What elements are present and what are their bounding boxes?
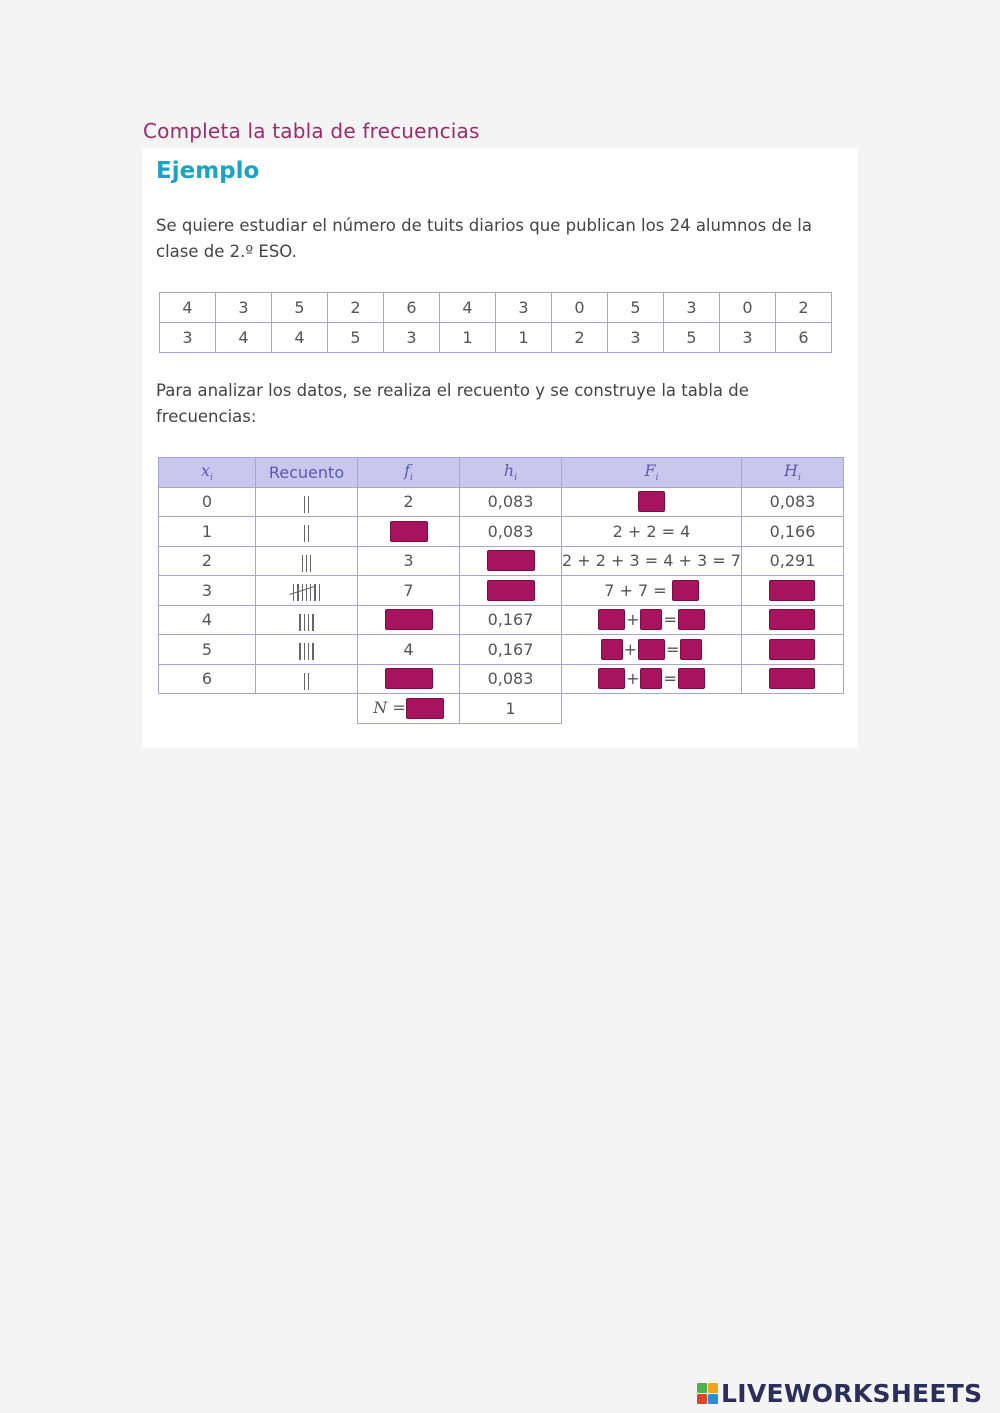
cell-xi: 3 bbox=[159, 576, 256, 606]
tally-stroke bbox=[312, 643, 313, 660]
answer-blank[interactable] bbox=[487, 550, 535, 571]
data-cell: 3 bbox=[496, 293, 552, 323]
cell-n-total bbox=[358, 694, 460, 724]
answer-blank[interactable] bbox=[385, 668, 433, 689]
data-cell: 4 bbox=[440, 293, 496, 323]
logo-text: LIVEWORKSHEETS bbox=[721, 1378, 983, 1408]
cell-Hi: 0,166 bbox=[741, 517, 843, 547]
answer-blank[interactable] bbox=[598, 609, 625, 630]
empty-cell bbox=[562, 694, 742, 724]
tally-stroke bbox=[304, 496, 305, 513]
cell-Hi bbox=[741, 664, 843, 694]
cell-xi: 4 bbox=[159, 605, 256, 635]
tally-stroke bbox=[308, 496, 309, 513]
tally-stroke bbox=[304, 525, 305, 542]
data-cell: 1 bbox=[496, 323, 552, 353]
cell-hi: 0,083 bbox=[460, 487, 562, 517]
tally-marks bbox=[298, 612, 315, 630]
logo-icon bbox=[697, 1383, 718, 1404]
answer-blank[interactable] bbox=[680, 639, 702, 660]
answer-blank[interactable] bbox=[769, 580, 815, 601]
tally-marks bbox=[298, 641, 315, 659]
tally-stroke bbox=[299, 614, 300, 631]
data-cell: 3 bbox=[664, 293, 720, 323]
data-cell: 5 bbox=[328, 323, 384, 353]
tally-marks bbox=[302, 671, 311, 689]
cell-Fi: 2 + 2 = 4 bbox=[562, 517, 742, 547]
answer-blank[interactable] bbox=[638, 491, 665, 512]
answer-blank[interactable] bbox=[406, 698, 444, 719]
frequency-table bbox=[158, 457, 844, 724]
tally-stroke bbox=[302, 584, 303, 601]
empty-cell bbox=[159, 694, 256, 724]
cell-hi bbox=[460, 546, 562, 576]
answer-blank[interactable] bbox=[385, 609, 433, 630]
header-xi: $x_i$ bbox=[159, 458, 256, 488]
cell-fi: 3 bbox=[358, 546, 460, 576]
analysis-paragraph: Para analizar los datos, se realiza el recuento y se construye la tabla de frecuencias: bbox=[156, 381, 749, 426]
table-row bbox=[159, 576, 844, 606]
answer-blank[interactable] bbox=[769, 639, 815, 660]
equals-sign: = bbox=[663, 610, 677, 630]
data-cell: 4 bbox=[272, 323, 328, 353]
cell-fi bbox=[358, 517, 460, 547]
tally-marks bbox=[302, 494, 311, 512]
data-cell: 4 bbox=[216, 323, 272, 353]
tally-stroke bbox=[304, 673, 305, 690]
totals-row bbox=[159, 694, 844, 724]
tally-stroke bbox=[299, 643, 300, 660]
cell-xi: 1 bbox=[159, 517, 256, 547]
plus-sign: + bbox=[626, 669, 640, 689]
data-cell: 2 bbox=[776, 293, 832, 323]
cell-fi bbox=[358, 605, 460, 635]
tally-stroke bbox=[306, 555, 307, 572]
cell-Fi bbox=[562, 664, 742, 694]
cell-fi: 7 bbox=[358, 576, 460, 606]
tally-stroke bbox=[319, 584, 320, 601]
header-Hi: $H_i$ bbox=[741, 458, 843, 488]
data-cell: 3 bbox=[216, 293, 272, 323]
cell-xi: 6 bbox=[159, 664, 256, 694]
cell-tally bbox=[256, 576, 358, 606]
cell-xi: 2 bbox=[159, 546, 256, 576]
equals-sign: = bbox=[663, 669, 677, 689]
cell-tally bbox=[256, 546, 358, 576]
tally-stroke bbox=[308, 643, 309, 660]
cell-Hi: 0,083 bbox=[741, 487, 843, 517]
data-cell: 3 bbox=[720, 323, 776, 353]
raw-data-table bbox=[159, 292, 832, 353]
data-cell: 4 bbox=[160, 293, 216, 323]
data-cell: 5 bbox=[272, 293, 328, 323]
cell-fi bbox=[358, 664, 460, 694]
table-row bbox=[159, 487, 844, 517]
answer-blank[interactable] bbox=[640, 609, 662, 630]
equals-sign: = bbox=[665, 639, 680, 659]
cell-Hi bbox=[741, 635, 843, 665]
cell-hi: 0,083 bbox=[460, 517, 562, 547]
plus-sign: + bbox=[626, 610, 640, 630]
worksheet-title: Completa la tabla de frecuencias bbox=[143, 119, 480, 143]
example-card bbox=[142, 148, 858, 748]
tally-stroke bbox=[308, 614, 309, 631]
data-cell: 1 bbox=[440, 323, 496, 353]
cell-hi bbox=[460, 576, 562, 606]
cell-tally bbox=[256, 605, 358, 635]
header-fi: $f_i$ bbox=[358, 458, 460, 488]
liveworksheets-logo bbox=[697, 1378, 982, 1408]
header-Fi: $F_i$ bbox=[562, 458, 742, 488]
formula-text: 7 + 7 = bbox=[604, 580, 667, 600]
cell-fi: 2 bbox=[358, 487, 460, 517]
answer-blank[interactable] bbox=[672, 580, 699, 601]
answer-blank[interactable] bbox=[601, 639, 623, 660]
cell-xi: 0 bbox=[159, 487, 256, 517]
data-cell: 0 bbox=[720, 293, 776, 323]
cell-Fi bbox=[562, 487, 742, 517]
table-row bbox=[159, 664, 844, 694]
data-cell: 2 bbox=[552, 323, 608, 353]
frequency-header-row bbox=[159, 458, 844, 488]
cell-h-total: 1 bbox=[460, 694, 562, 724]
example-heading: Ejemplo bbox=[156, 158, 260, 184]
cell-Fi: 2 + 2 + 3 = 4 + 3 = 7 bbox=[562, 546, 742, 576]
answer-blank[interactable] bbox=[769, 609, 815, 630]
data-cell: 3 bbox=[384, 323, 440, 353]
plus-sign: + bbox=[623, 639, 637, 659]
cell-tally bbox=[256, 487, 358, 517]
cell-Hi: 0,291 bbox=[741, 546, 843, 576]
cell-hi: 0,083 bbox=[460, 664, 562, 694]
answer-blank[interactable] bbox=[598, 668, 625, 689]
tally-stroke bbox=[304, 643, 305, 660]
cell-Fi bbox=[562, 635, 742, 665]
tally-stroke bbox=[306, 584, 307, 601]
answer-blank[interactable] bbox=[678, 609, 705, 630]
cell-tally bbox=[256, 635, 358, 665]
tally-stroke bbox=[302, 555, 303, 572]
data-cell: 2 bbox=[328, 293, 384, 323]
tally-stroke bbox=[308, 673, 309, 690]
data-cell: 6 bbox=[384, 293, 440, 323]
data-cell: 5 bbox=[608, 293, 664, 323]
answer-blank[interactable] bbox=[640, 668, 662, 689]
tally-stroke bbox=[304, 614, 305, 631]
data-cell: 3 bbox=[608, 323, 664, 353]
table-row bbox=[159, 546, 844, 576]
n-label: N = bbox=[373, 697, 406, 717]
data-cell: 0 bbox=[552, 293, 608, 323]
empty-cell bbox=[256, 694, 358, 724]
answer-blank[interactable] bbox=[678, 668, 705, 689]
cell-fi: 4 bbox=[358, 635, 460, 665]
data-row bbox=[160, 293, 832, 323]
cell-Fi bbox=[562, 605, 742, 635]
table-row bbox=[159, 635, 844, 665]
tally-stroke bbox=[310, 555, 311, 572]
tally-marks bbox=[302, 523, 311, 541]
table-row bbox=[159, 605, 844, 635]
answer-blank[interactable] bbox=[769, 668, 815, 689]
tally-stroke bbox=[312, 614, 313, 631]
answer-blank[interactable] bbox=[638, 639, 665, 660]
cell-xi: 5 bbox=[159, 635, 256, 665]
cell-hi: 0,167 bbox=[460, 635, 562, 665]
header-recuento: Recuento bbox=[256, 458, 358, 488]
tally-marks bbox=[291, 582, 321, 600]
cell-tally bbox=[256, 664, 358, 694]
cell-hi: 0,167 bbox=[460, 605, 562, 635]
answer-blank[interactable] bbox=[390, 521, 428, 542]
cell-Hi bbox=[741, 576, 843, 606]
answer-blank[interactable] bbox=[487, 580, 535, 601]
cell-Hi bbox=[741, 605, 843, 635]
header-hi: $h_i$ bbox=[460, 458, 562, 488]
tally-stroke bbox=[308, 525, 309, 542]
data-cell: 5 bbox=[664, 323, 720, 353]
table-row bbox=[159, 517, 844, 547]
cell-tally bbox=[256, 517, 358, 547]
data-cell: 6 bbox=[776, 323, 832, 353]
tally-marks bbox=[300, 553, 313, 571]
data-cell: 3 bbox=[160, 323, 216, 353]
empty-cell bbox=[741, 694, 843, 724]
cell-Fi bbox=[562, 576, 742, 606]
intro-paragraph: Se quiere estudiar el número de tuits diarios que publican los 24 alumnos de la clase de 2.º ESO. bbox=[156, 216, 813, 261]
data-row bbox=[160, 323, 832, 353]
